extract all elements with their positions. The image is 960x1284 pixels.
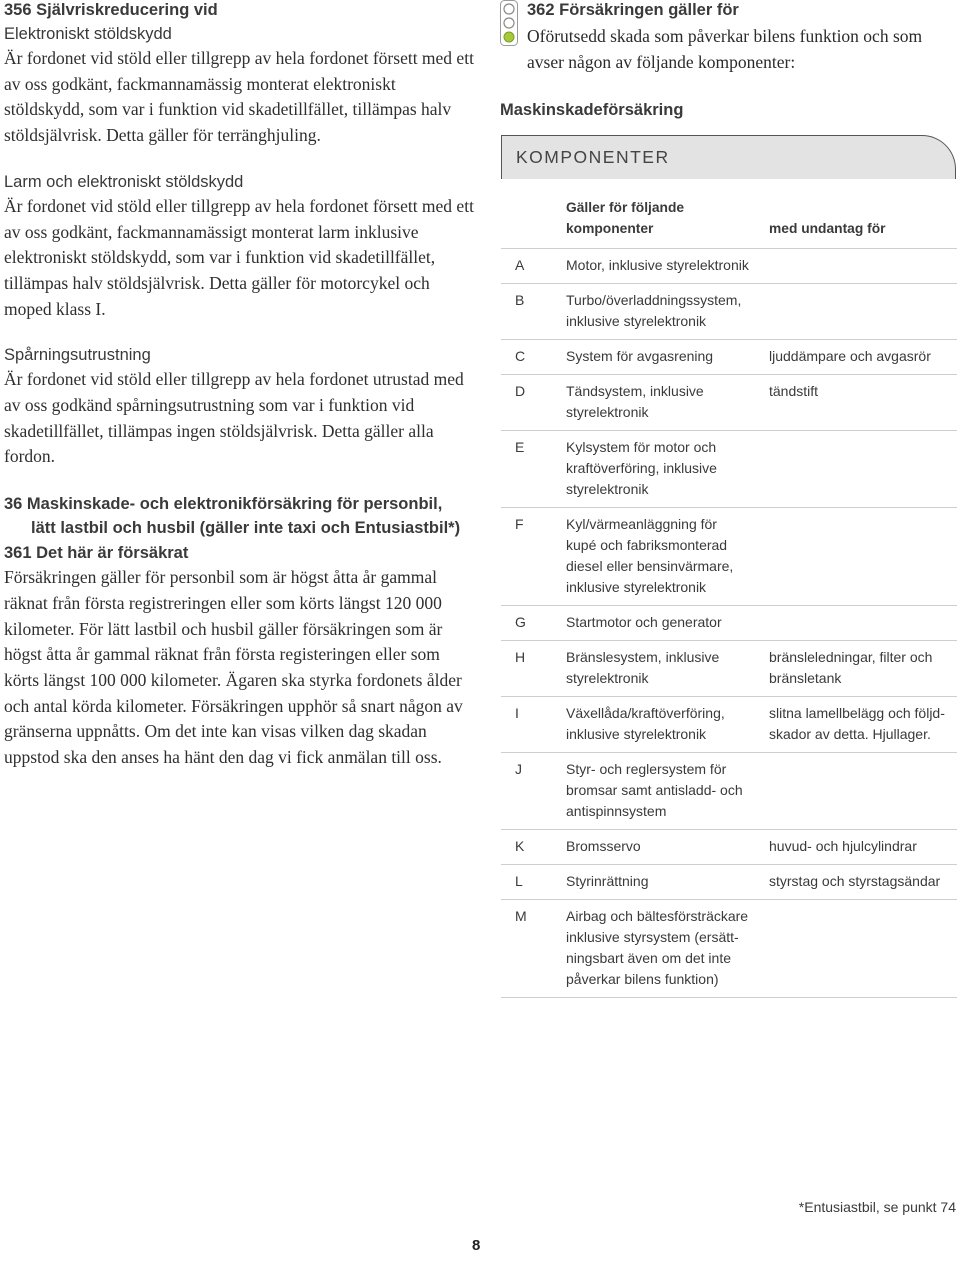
section-356-subtitle: Elektroniskt stöldskydd	[4, 25, 172, 43]
row-key: F	[515, 516, 524, 532]
row-component-line: påverkar bilens funktion)	[566, 971, 719, 987]
table-row	[501, 753, 957, 830]
row-component	[566, 255, 754, 276]
row-exception	[769, 346, 957, 367]
sparning-body: Är fordonet vid stöld eller tillgrepp av hela fordonet utrustad med av oss godkänd spårningsutrustning som var i funktion vid skadetillfället, tillämpas ingen stöldsjälvrisk. Detta gäller alla fordon.	[4, 369, 464, 467]
row-key: E	[515, 439, 525, 455]
row-component-line: inklusive styrelektronik	[566, 726, 707, 742]
row-exception	[769, 703, 957, 745]
section-361-body: Försäkringen gäller för personbil som är högst åtta år gammal räknat från första registreringen eller som körts längst 120 000 kilometer. För lätt lastbil och husbil gäller försäkringen som är högst åtta år gammal räknat från första registeringen eller som körts längst 100 000 kilometer. Ägaren ska styrka fordonets ålder och antal körda kilometer. Försäkringen upphör så snart någon av gränserna uppnåtts. Om det inte kan visas vilken dag skadan uppstod ska den anses ha hänt den dag vi fick anmälan till oss.	[4, 567, 463, 768]
row-key: D	[515, 383, 526, 399]
row-component	[566, 906, 754, 990]
komponenter-header-label: KOMPONENTER	[516, 147, 670, 167]
row-component	[566, 290, 754, 332]
table-row	[501, 431, 957, 508]
table-row	[501, 284, 957, 340]
row-component-line: kraftöverföring, inklusive	[566, 460, 717, 476]
table-row	[501, 865, 957, 900]
table-row	[501, 697, 957, 753]
table-row	[501, 830, 957, 865]
sparning-title: Spårningsutrustning	[4, 346, 151, 365]
row-key: J	[515, 761, 522, 777]
row-component	[566, 871, 754, 892]
table-row	[501, 249, 957, 284]
row-exception-line: bränsletank	[769, 670, 842, 686]
row-component	[566, 437, 754, 500]
row-component-line: diesel eller bensinvärmare,	[566, 558, 734, 574]
row-exception-line: huvud- och hjulcylindrar	[769, 838, 917, 854]
row-key: B	[515, 292, 525, 308]
section-361-title: 361 Det här är försäkrat	[4, 544, 189, 563]
larm-title: Larm och elektroniskt stöldskydd	[4, 172, 244, 191]
row-component-line: Styrinrättning	[566, 873, 649, 889]
row-component-line: Airbag och bältesförsträckare	[566, 908, 749, 924]
section-362-title: 362 Försäkringen gäller för	[527, 1, 739, 19]
row-exception	[769, 647, 957, 689]
row-key: L	[515, 873, 523, 889]
components-table	[501, 179, 957, 998]
section-362-intro: Oförutsedd skada som påverkar bilens funktion och som avser någon av följande komponenter:	[527, 26, 923, 72]
row-component-line: Styr- och reglersystem för	[566, 761, 727, 777]
row-component	[566, 836, 754, 857]
row-key: C	[515, 348, 526, 364]
row-key: A	[515, 257, 525, 273]
row-component-line: Startmotor och generator	[566, 614, 722, 630]
col-header-galler	[566, 197, 684, 239]
row-component-line: System för avgasrening	[566, 348, 714, 364]
row-component-line: Turbo/överladdningssystem,	[566, 292, 742, 308]
row-component-line: Bränslesystem, inklusive	[566, 649, 720, 665]
col-header-galler-line2: komponenter	[566, 221, 654, 236]
row-component	[566, 612, 754, 633]
table-header-row	[501, 179, 957, 249]
row-component-line: styrelektronik	[566, 670, 649, 686]
table-row	[501, 508, 957, 606]
page-number: 8	[472, 1237, 481, 1254]
row-component-line: Motor, inklusive styrelektronik	[566, 257, 749, 273]
row-component-line: Växellåda/kraftöverföring,	[566, 705, 725, 721]
col-header-undantag: med undantag för	[769, 221, 886, 236]
table-row	[501, 340, 957, 375]
row-exception	[769, 871, 957, 892]
table-row	[501, 900, 957, 998]
row-component-line: Kyl/värmeanläggning för	[566, 516, 717, 532]
col-header-galler-line1: Gäller för följande	[566, 200, 685, 215]
row-component	[566, 514, 754, 598]
row-component	[566, 346, 754, 367]
row-component-line: Tändsystem, inklusive	[566, 383, 704, 399]
row-component-line: Bromsservo	[566, 838, 641, 854]
section-36-title-line2: lätt lastbil och husbil (gäller inte taxi och Entusiastbil*)	[31, 519, 461, 538]
row-component-line: Kylsystem för motor och	[566, 439, 717, 455]
row-component-line: styrelektronik	[566, 481, 649, 497]
table-row	[501, 641, 957, 697]
section-356-title: 356 Självriskreducering vid	[4, 1, 218, 19]
row-exception-line: skador av detta. Hjullager.	[769, 726, 931, 742]
komponenter-header	[501, 135, 956, 179]
row-component	[566, 759, 754, 822]
row-component-line: antispinnsystem	[566, 803, 667, 819]
row-component-line: ningsbart även om det inte	[566, 950, 731, 966]
footnote: *Entusiastbil, se punkt 74	[798, 1199, 956, 1215]
row-exception	[769, 836, 957, 857]
table-row	[501, 606, 957, 641]
row-key: I	[515, 705, 519, 721]
section-356-body: Är fordonet vid stöld eller tillgrepp av hela fordonet försett med ett av oss godkänt, fackmannamässig monterat elektroniskt stöldskydd, som var i funktion vid skadetillfället, tillämpas halv stöldsjälvrisk. Detta gäller för terränghjuling.	[4, 48, 474, 146]
row-key: K	[515, 838, 525, 854]
row-component	[566, 381, 754, 423]
section-36-title-line1: 36 Maskinskade- och elektronikförsäkring för personbil,	[4, 495, 443, 514]
maskinskade-label: Maskinskadeförsäkring	[500, 101, 684, 119]
row-exception-line: ljuddämpare och avgasrör	[769, 348, 931, 364]
row-key: H	[515, 649, 526, 665]
row-component-line: inklusive styrelektronik	[566, 579, 707, 595]
row-exception-line: slitna lamellbelägg och följd-	[769, 705, 945, 721]
traffic-light-icon	[500, 0, 518, 46]
row-exception	[769, 381, 957, 402]
row-key: M	[515, 908, 527, 924]
row-exception-line: bränsleledningar, filter och	[769, 649, 933, 665]
table-row	[501, 375, 957, 431]
row-component-line: kupé och fabriksmonterad	[566, 537, 728, 553]
row-key: G	[515, 614, 526, 630]
larm-body: Är fordonet vid stöld eller tillgrepp av hela fordonet försett med ett av oss godkänt, fackmannamässigt monterat larm inklusive elektroniskt stöldskydd, som var i funktion vid skadetillfället, tillämpas halv stöldsjälvrisk. Detta gäller för motorcykel och moped klass I.	[4, 195, 474, 319]
row-component-line: styrelektronik	[566, 404, 649, 420]
row-component-line: inklusive styrsystem (ersätt-	[566, 929, 739, 945]
left-column	[4, 0, 474, 771]
row-exception-line: tändstift	[769, 383, 819, 399]
row-exception-line: styrstag och styrstagsändar	[769, 873, 941, 889]
row-component	[566, 647, 754, 689]
table-body	[501, 249, 957, 998]
row-component-line: inklusive styrelektronik	[566, 313, 707, 329]
row-component	[566, 703, 754, 745]
row-component-line: bromsar samt antisladd- och	[566, 782, 743, 798]
